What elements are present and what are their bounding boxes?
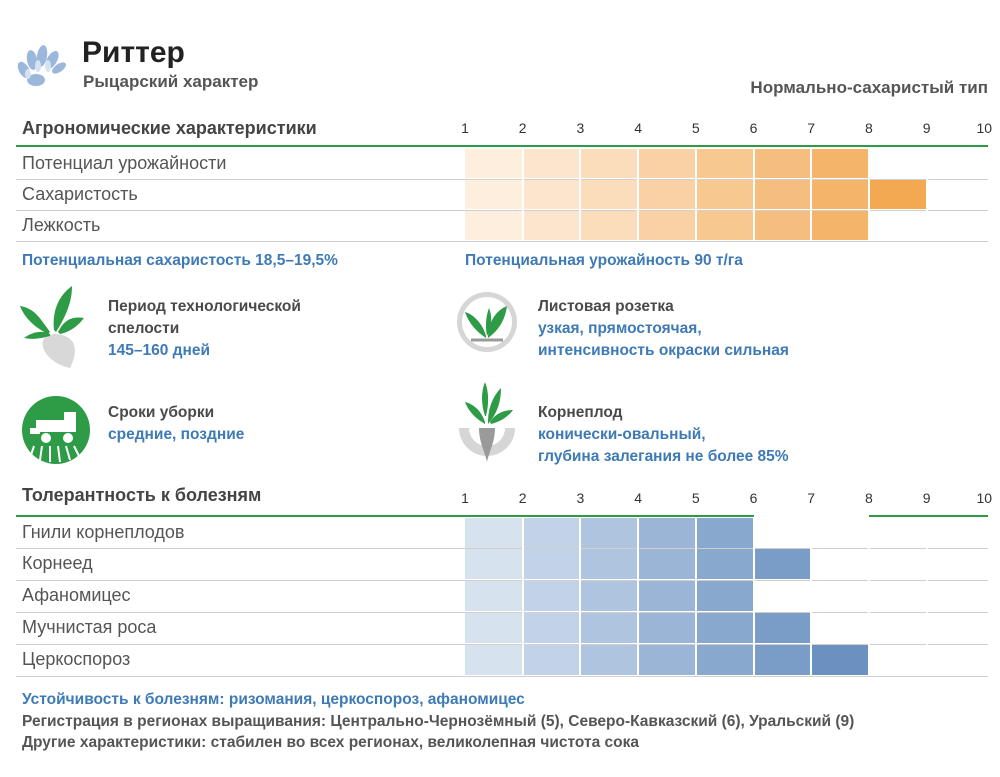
rosette-title: Листовая розетка [538, 298, 674, 315]
bar-cell [523, 645, 581, 675]
sugar-content-note: Потенциальная сахаристость 18,5–19,5% [22, 252, 338, 269]
bar-cell [696, 211, 754, 240]
harvester-icon [22, 396, 90, 464]
bar-cell [465, 549, 523, 579]
bar-cell [465, 149, 523, 178]
bar-cell [523, 613, 581, 643]
bar-cell [638, 518, 696, 548]
bar-cell [638, 581, 696, 611]
harvest-title: Сроки уборки [108, 404, 215, 421]
column-separator [695, 517, 697, 676]
root-crop-icon [455, 376, 519, 466]
column-separator [753, 148, 755, 241]
bar-cell [696, 149, 754, 178]
disease-section-title: Толерантность к болезням [22, 485, 262, 505]
harvest-value: средние, поздние [108, 426, 245, 443]
scale-number: 4 [634, 490, 642, 506]
other-characteristics-note: Другие характеристики: стабилен во всех регионах, великолепная чистота сока [22, 734, 639, 751]
row-label: Мучнистая роса [22, 617, 157, 637]
bar-cell [580, 518, 638, 548]
bar-cell [638, 180, 696, 209]
column-separator [810, 517, 812, 676]
row-divider [16, 676, 988, 677]
scale-number: 2 [518, 120, 527, 136]
scale-number: 1 [461, 120, 469, 136]
bar-cell [638, 613, 696, 643]
column-separator [753, 517, 755, 676]
row-divider [16, 548, 988, 549]
bar-cell [465, 180, 523, 209]
registration-note: Регистрация в регионах выращивания: Центрально-Чернозёмный (5), Северо-Кавказский (6), Уральский (9) [22, 713, 855, 730]
row-divider [16, 241, 988, 242]
sugar-type-label: Нормально-сахаристый тип [750, 78, 988, 97]
bar-cell [811, 180, 869, 209]
row-label: Сахаристость [22, 184, 138, 204]
row-label: Гнили корнеплодов [22, 522, 185, 542]
bar-cell [465, 613, 523, 643]
period-value: 145–160 дней [108, 342, 210, 359]
bar-cell [580, 581, 638, 611]
bar-cell [523, 549, 581, 579]
scale-number: 2 [518, 490, 527, 506]
bar-cell [465, 645, 523, 675]
page-title: Риттер [82, 36, 185, 69]
bar-cell [523, 581, 581, 611]
bar-cell [696, 613, 754, 643]
bar-cell [754, 211, 812, 240]
bar-cell [580, 149, 638, 178]
bar-cell [638, 211, 696, 240]
bar-cell [696, 549, 754, 579]
agro-section-title: Агрономические характеристики [22, 118, 317, 138]
bar-cell [696, 645, 754, 675]
row-divider [16, 179, 988, 180]
scale-number: 5 [691, 490, 700, 506]
row-divider [16, 580, 988, 581]
column-separator [637, 148, 639, 241]
column-separator [522, 517, 524, 676]
bar-cell [580, 645, 638, 675]
scale-number: 8 [864, 120, 873, 136]
root-value-line1: конически-овальный, [538, 426, 706, 443]
row-divider [16, 644, 988, 645]
column-separator [637, 517, 639, 676]
scale-number: 7 [807, 120, 816, 136]
leaf-rosette-icon [455, 290, 519, 354]
scale-number: 9 [922, 490, 931, 506]
bar-cell [754, 613, 812, 643]
column-separator [522, 148, 524, 241]
column-separator [868, 517, 870, 676]
scale-number: 3 [576, 120, 585, 136]
bar-cell [523, 180, 581, 209]
bar-cell [523, 518, 581, 548]
bar-cell [465, 581, 523, 611]
bar-cell [754, 149, 812, 178]
bar-cell [754, 645, 812, 675]
bar-cell [754, 549, 812, 579]
scale-number: 10 [976, 490, 993, 506]
scale-number: 10 [976, 120, 993, 136]
bar-cell [869, 180, 927, 209]
row-divider [16, 612, 988, 613]
bar-cell [523, 211, 581, 240]
period-title-line2: спелости [108, 320, 180, 337]
bar-cell [754, 180, 812, 209]
bar-cell [811, 149, 869, 178]
scale-number: 6 [749, 120, 758, 136]
row-label: Лежкость [22, 215, 101, 235]
bar-cell [696, 180, 754, 209]
disease-divider [16, 515, 754, 517]
rosette-value-line1: узкая, прямостоячая, [538, 320, 702, 337]
bar-cell [580, 211, 638, 240]
bar-cell [696, 581, 754, 611]
agro-divider [16, 145, 988, 147]
scale-number: 4 [634, 120, 642, 136]
beet-icon [12, 282, 88, 372]
column-separator [926, 148, 928, 241]
bar-cell [811, 211, 869, 240]
column-separator [579, 148, 581, 241]
scale-number: 1 [461, 490, 469, 506]
scale-number: 6 [749, 490, 758, 506]
root-title: Корнеплод [538, 404, 623, 421]
bar-cell [465, 518, 523, 548]
bar-cell [638, 149, 696, 178]
row-divider [16, 210, 988, 211]
rosette-value-line2: интенсивность окраски сильная [538, 342, 789, 359]
row-label: Корнеед [22, 553, 93, 573]
row-label: Потенциал урожайности [22, 153, 227, 173]
resistance-note: Устойчивость к болезням: ризомания, церкоспороз, афаномицес [22, 691, 525, 708]
column-separator [926, 517, 928, 676]
period-title-line1: Период технологической [108, 298, 301, 315]
bar-cell [580, 613, 638, 643]
brand-logo-icon [14, 40, 70, 92]
scale-number: 5 [691, 120, 700, 136]
scale-number: 7 [807, 490, 816, 506]
column-separator [810, 148, 812, 241]
bar-cell [638, 549, 696, 579]
scale-number: 9 [922, 120, 931, 136]
bar-cell [580, 549, 638, 579]
scale-number: 8 [864, 490, 873, 506]
row-label: Афаномицес [22, 585, 131, 605]
root-value-line2: глубина залегания не более 85% [538, 448, 789, 465]
bar-cell [465, 211, 523, 240]
disease-divider [869, 515, 988, 517]
bar-cell [580, 180, 638, 209]
page-subtitle: Рыцарский характер [83, 72, 259, 91]
bar-cell [696, 518, 754, 548]
yield-note: Потенциальная урожайность 90 т/га [465, 252, 743, 269]
bar-cell [638, 645, 696, 675]
column-separator [695, 148, 697, 241]
scale-number: 3 [576, 490, 585, 506]
column-separator [868, 148, 870, 241]
bar-cell [811, 645, 869, 675]
bar-cell [523, 149, 581, 178]
row-label: Церкоспороз [22, 649, 131, 669]
column-separator [579, 517, 581, 676]
